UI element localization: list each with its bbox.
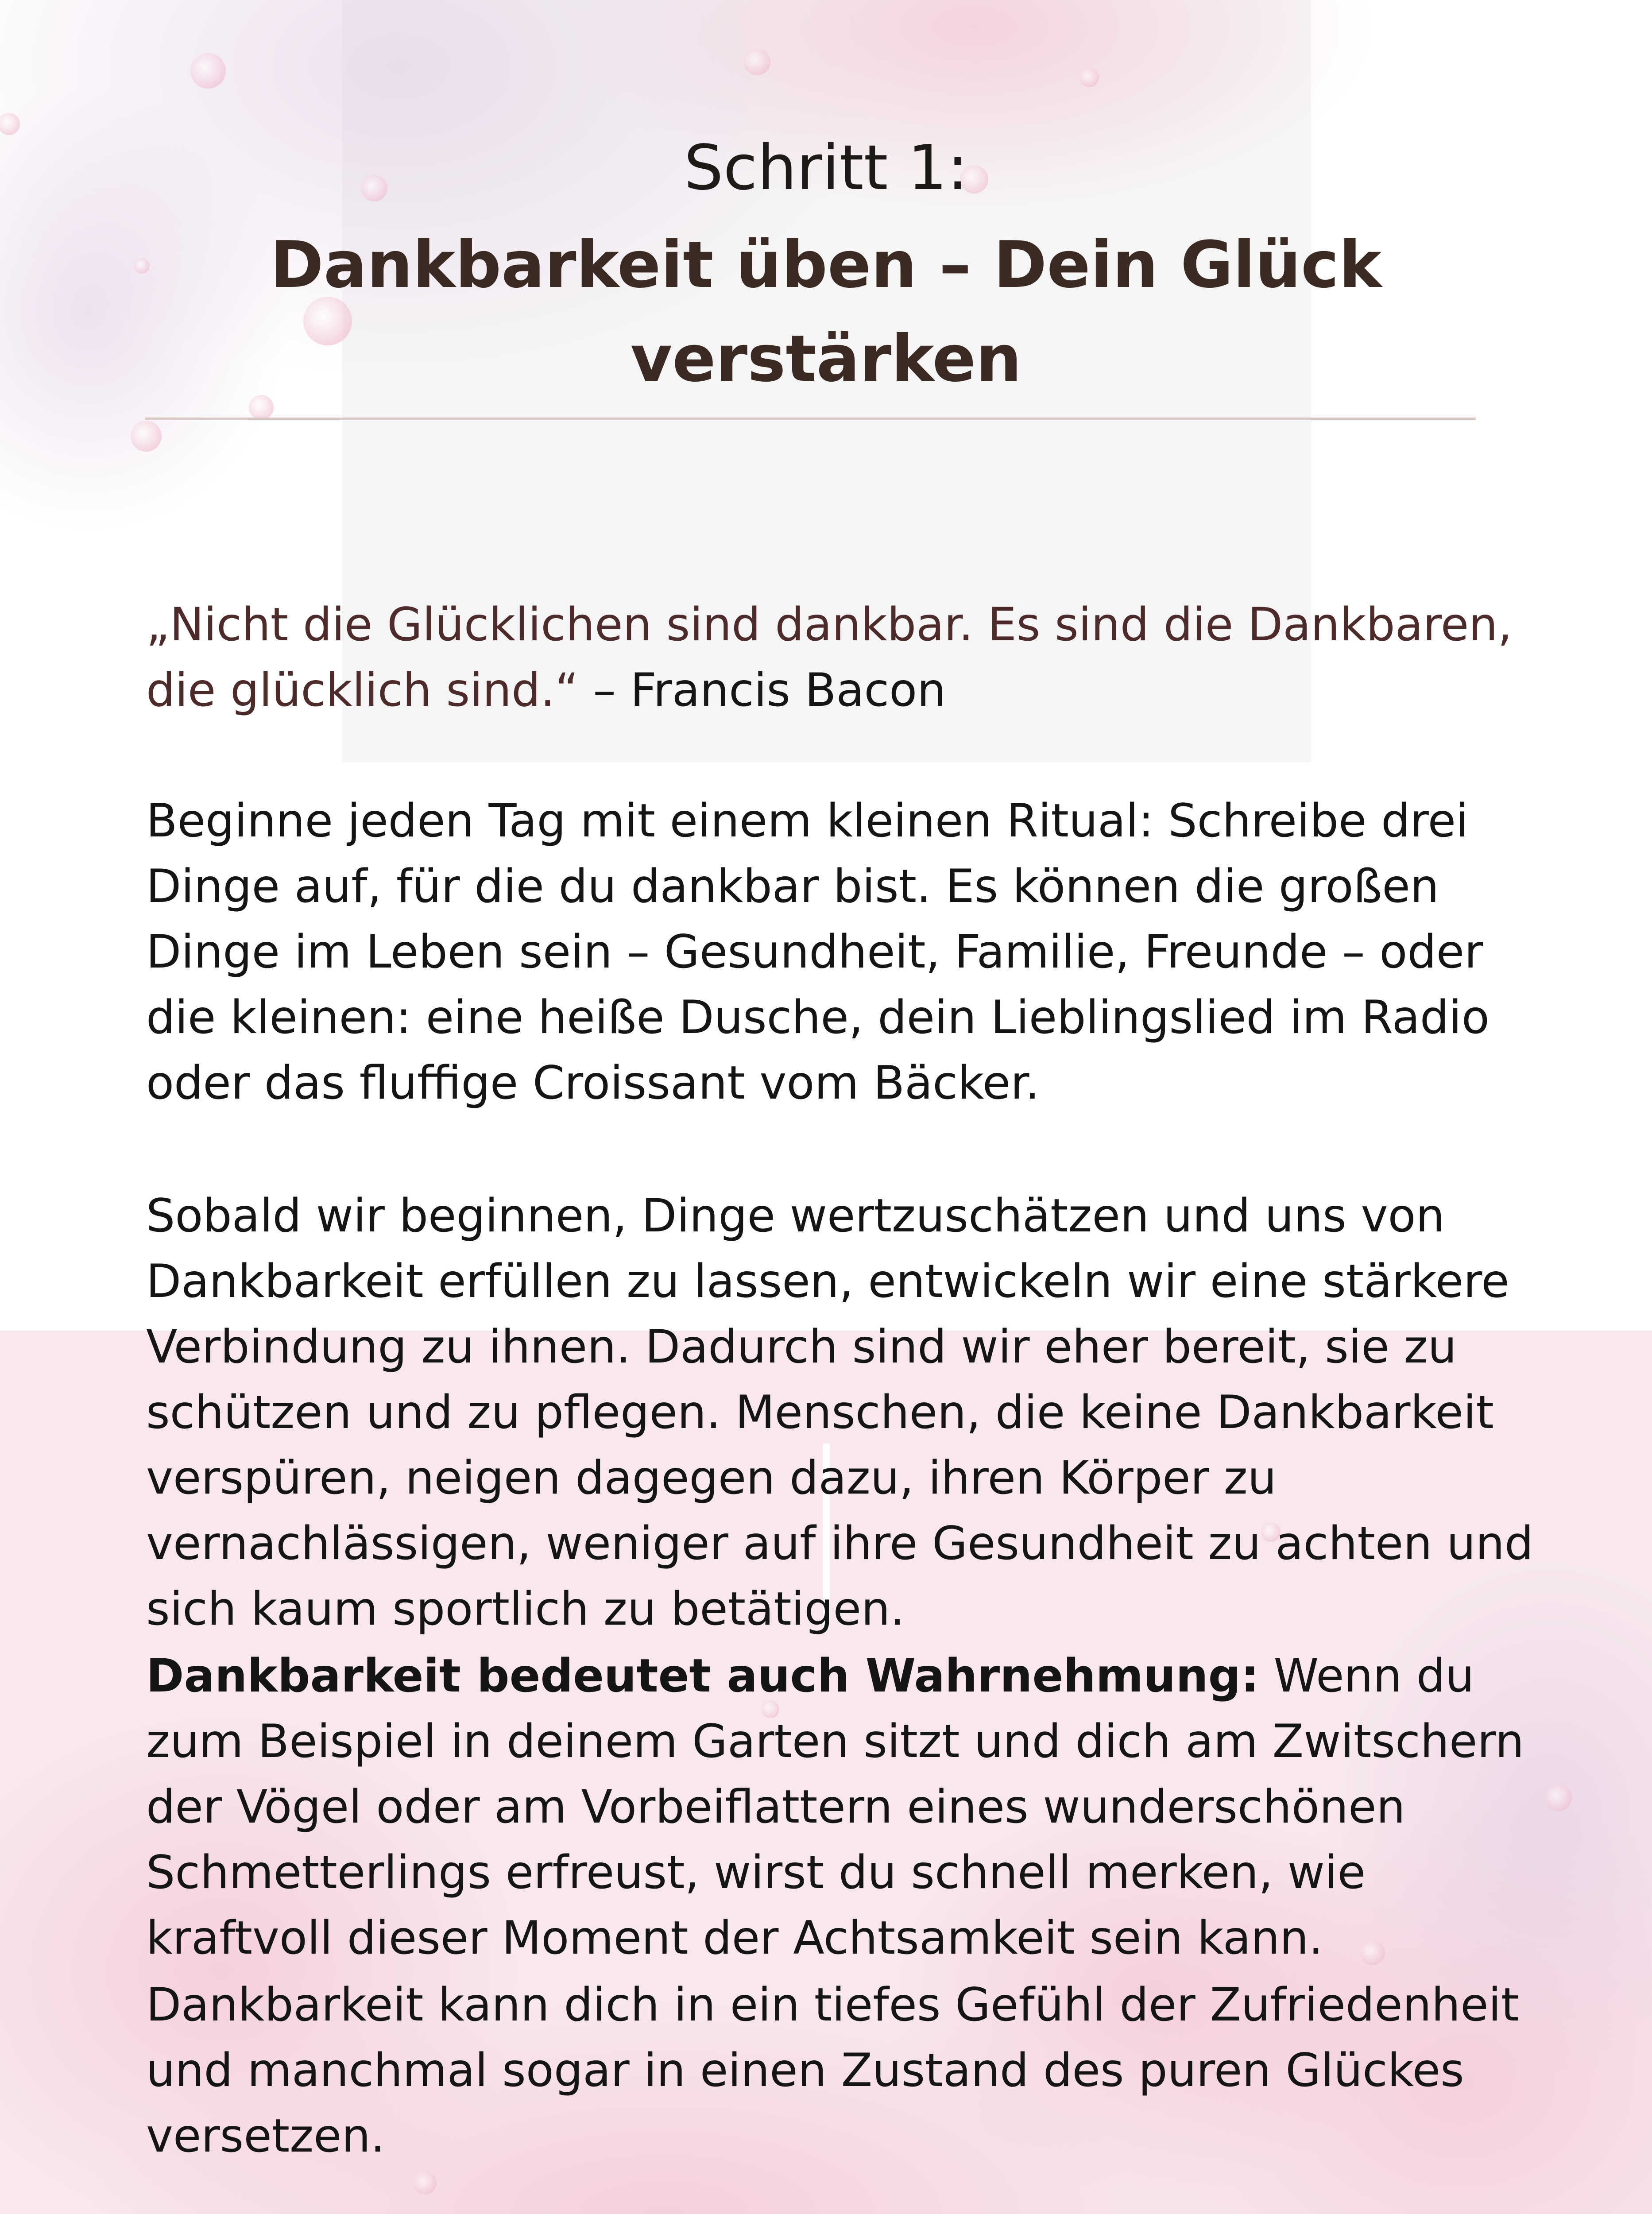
paragraph-4: Dankbarkeit kann dich in ein tiefes Gefühl der Zufriedenheit und manchmal sogar in einen Zustand des puren Glückes versetzen. [146, 1978, 1519, 2163]
page-title: Dankbarkeit üben – Dein Glück verstärken [270, 228, 1382, 396]
paragraph-3-lead: Dankbarkeit bedeutet auch Wahrnehmung: [146, 1649, 1259, 1703]
paragraph-2: Sobald wir beginnen, Dinge wertzuschätzen und uns von Dankbarkeit erfüllen zu lassen, entwickeln wir eine stärkere Verbindung zu ihnen. Dadurch sind wir eher bereit, sie zu schützen und zu pflegen. Menschen, die keine Dankbarkeit verspüren, neigen dagegen dazu, ihren Körper zu vernachlässigen, weniger auf ihre Gesundheit zu achten und sich kaum sportlich zu betätigen. [146, 1189, 1534, 1636]
quote-text: „Nicht die Glücklichen sind dankbar. Es sind die Dankbaren, die glücklich sind.“ [146, 598, 1513, 717]
paragraph-3 [146, 1643, 1536, 1971]
paragraph-3-text: Wenn du zum Beispiel in deinem Garten sitzt und dich am Zwitschern der Vögel oder am Vorbeiflattern eines wunderschönen Schmetterlings erfreust, wirst du schnell merken, wie kraftvoll dieser Moment der Achtsamkeit sein kann. [146, 1649, 1524, 1965]
paragraph-1: Beginne jeden Tag mit einem kleinen Ritual: Schreibe drei Dinge auf, für die du dankbar bist. Es können die großen Dinge im Leben sein – Gesundheit, Familie, Freunde – oder die kleinen: eine heiße Dusche, dein Lieblingslied im Radio oder das fluffige Croissant vom Bäcker. [146, 794, 1490, 1110]
step-label: Schritt 1: [684, 132, 968, 204]
quote-author: – Francis Bacon [578, 664, 946, 717]
title-divider [145, 418, 1476, 420]
quote [146, 592, 1536, 723]
